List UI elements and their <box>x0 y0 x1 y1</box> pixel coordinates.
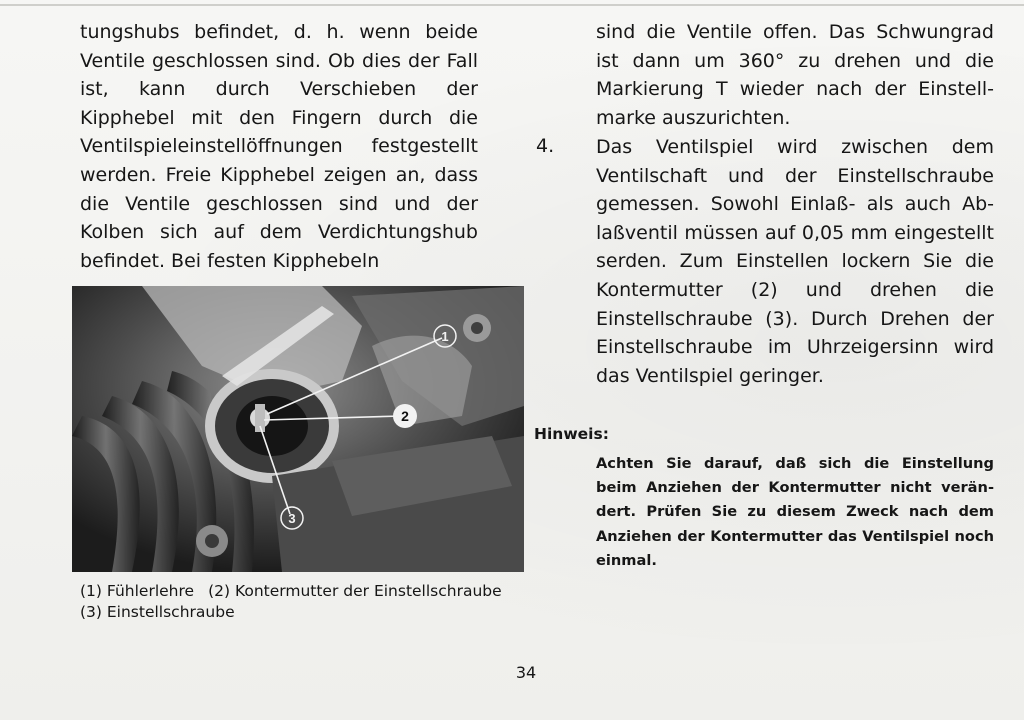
caption-item-3: (3) Einstellschraube <box>80 602 235 621</box>
engine-photo <box>72 286 524 572</box>
callout-2 <box>393 404 417 428</box>
caption-item-1: (1) Fühlerlehre <box>80 582 195 600</box>
svg-text:3: 3 <box>288 511 296 526</box>
note-title: Hinweis: <box>534 425 609 443</box>
photo-caption <box>80 581 600 622</box>
step-number: 4. <box>536 135 555 157</box>
caption-item-2: (2) Kontermutter der Einstellschraube <box>208 582 502 600</box>
page-number: 34 <box>515 663 537 682</box>
valve-adjustment-photo <box>72 286 524 572</box>
right-column-text: sind die Ventile offen. Das Schwungrad ist dann um 360° zu drehen und die Markierung T wieder nach der Einstellmarke auszurichten. <box>596 21 994 129</box>
note-text: Achten Sie darauf, daß sich die Einstellung beim Anziehen der Kontermutter nicht verändert. Prüfen Sie zu diesem Zweck nach dem Anziehen der Kontermutter das Ventilspiel noch einmal. <box>596 455 994 569</box>
svg-text:2: 2 <box>401 408 409 424</box>
step-4-text: Das Ventilspiel wird zwischen dem Ventilschaft und der Einstellschraube gemessen. Sowohl Einlaß- als auch Ablaßventil müssen auf 0,05 mm eingestellt serden. Zum Einstellen lockern Sie die Kontermutter (2) und drehen die Einstellschraube (3). Durch Drehen der Einstellschraube im Uhrzeigersinn wird das Ventilspiel geringer. <box>596 136 994 387</box>
left-column-text: tungshubs befindet, d. h. wenn beide Ventile geschlossen sind. Ob dies der Fall ist, kann durch Verschieben der Kipphebel mit den Fingern durch die Ventilspieleinstellöffnungen festgestellt werden. Freie Kipphebel zeigen an, dass die Ventile geschlossen sind und der Kolben sich auf dem Verdichtungshub befindet. Bei festen Kipphebeln <box>80 21 478 272</box>
top-edge-line <box>0 4 1024 6</box>
svg-text:1: 1 <box>441 329 449 344</box>
